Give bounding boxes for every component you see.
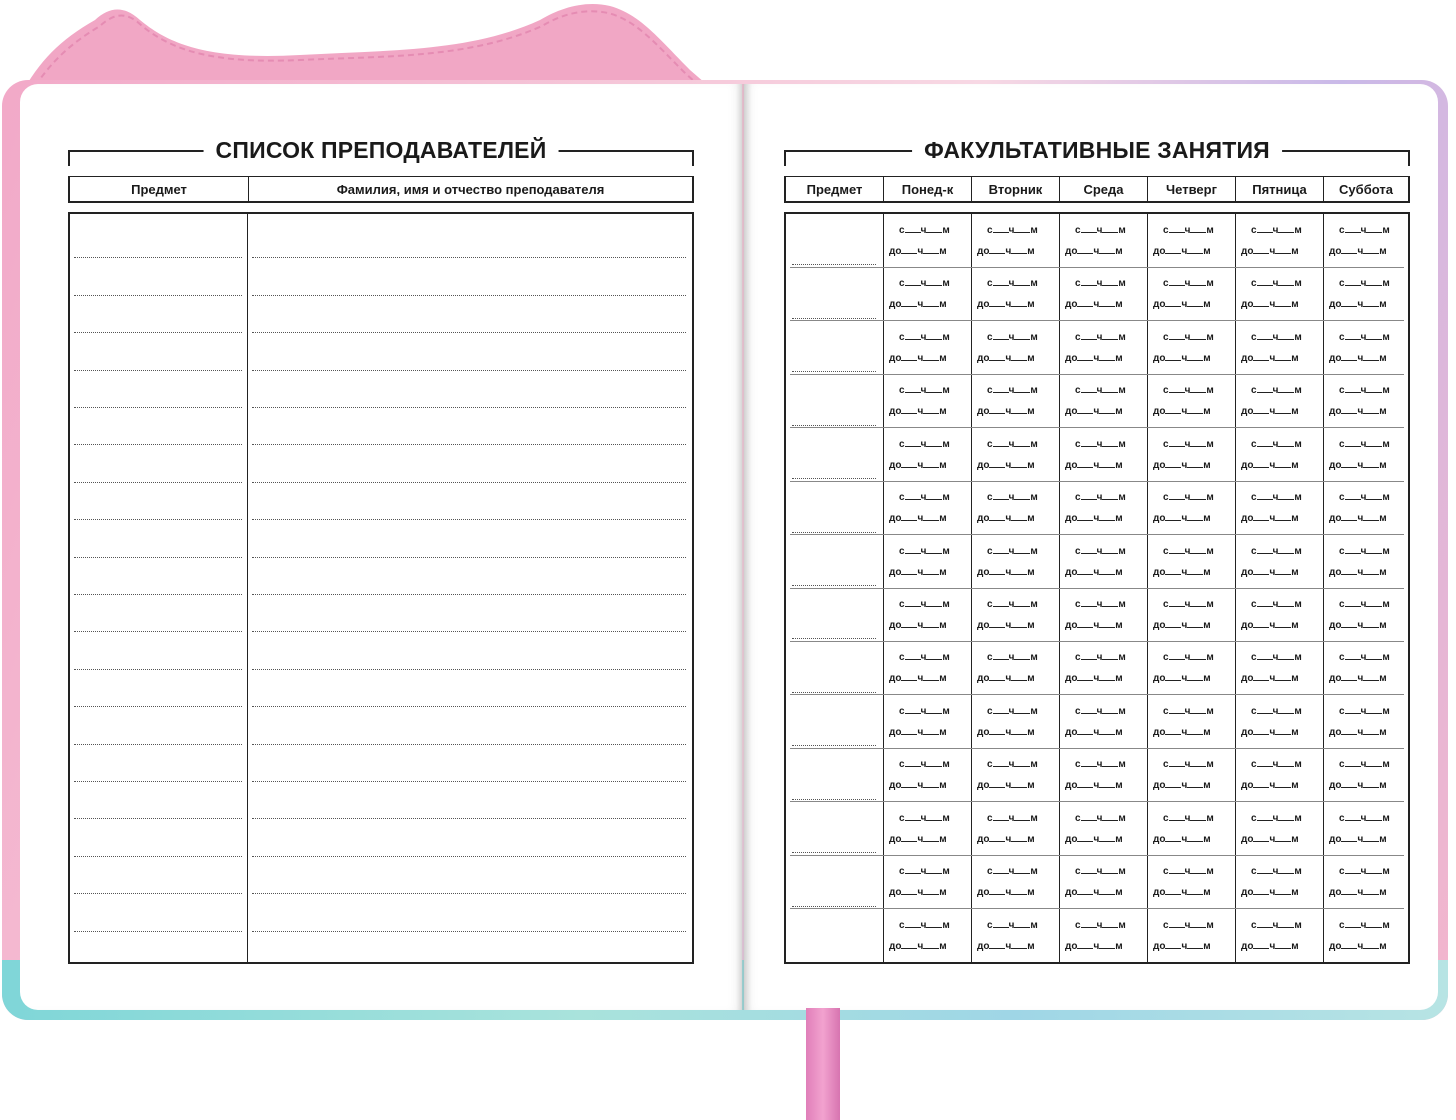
subject-line[interactable]	[74, 444, 242, 445]
subject-line[interactable]	[74, 482, 242, 483]
teacher-line[interactable]	[252, 370, 686, 371]
teacher-line[interactable]	[252, 669, 686, 670]
electives-title-frame	[784, 136, 1410, 166]
subject-line[interactable]	[74, 893, 242, 894]
subject-line[interactable]	[792, 799, 876, 800]
row-separator	[790, 427, 1404, 428]
subject-line[interactable]	[74, 370, 242, 371]
header-subject: Предмет	[806, 181, 863, 197]
teacher-line[interactable]	[252, 594, 686, 595]
subject-line[interactable]	[792, 371, 876, 372]
subject-line[interactable]	[74, 931, 242, 932]
teacher-line[interactable]	[252, 295, 686, 296]
row-separator	[790, 801, 1404, 802]
teacher-line[interactable]	[252, 257, 686, 258]
teacher-line[interactable]	[252, 893, 686, 894]
subject-line[interactable]	[792, 425, 876, 426]
teachers-header-row	[68, 176, 694, 203]
teachers-title-frame	[68, 136, 694, 166]
teacher-line[interactable]	[252, 407, 686, 408]
row-separator	[790, 267, 1404, 268]
subject-line[interactable]	[74, 257, 242, 258]
row-separator	[790, 694, 1404, 695]
subject-line[interactable]	[74, 557, 242, 558]
header-monday: Понед-к	[883, 177, 971, 201]
subject-line[interactable]	[74, 744, 242, 745]
subject-line[interactable]	[74, 519, 242, 520]
header-tuesday: Вторник	[971, 177, 1059, 201]
header-subject: Предмет	[131, 181, 187, 197]
row-separator	[790, 374, 1404, 375]
header-thursday: Четверг	[1147, 177, 1235, 201]
teacher-line[interactable]	[252, 931, 686, 932]
electives-header-row	[784, 176, 1410, 203]
header-friday: Пятница	[1235, 177, 1323, 201]
subject-line[interactable]	[74, 706, 242, 707]
row-separator	[790, 534, 1404, 535]
electives-table: с ч м до ч м с ч м до ч м с ч м до ч м с ч м до ч м с ч м до ч м с ч м до ч м с ч м до ч м с ч м до ч м с ч м до ч м с ч м до ч м с ч м до ч м с ч м до ч м с ч м до ч м с ч м до ч м с ч м до ч м с ч м до ч м с ч м до ч м с ч м до ч м с ч м до ч м с ч м до ч м с ч м до ч м с ч м до ч м с ч м до ч м с ч м до ч м с ч м до ч м с ч м до ч м с ч м до ч м с ч м до ч м с ч м до ч м с ч м до ч м с ч м до ч м с ч м до ч м с ч м до ч м с ч м до ч м с ч м до ч м с ч м до ч м с ч м до ч м с ч м до ч м с ч м до ч м с ч м до ч м с ч м до ч м с ч м до ч м с ч м до ч м с ч м до ч м с ч м до ч м с ч м до ч м с ч м до ч м с ч м до ч м с ч м до ч м с ч м до ч м с ч м до ч м с ч м до ч м с ч м до ч м с ч м до ч м с ч м до ч м с ч м до ч м с ч м до ч м с ч м до ч м с ч м до ч м с ч м до ч м с ч м до ч м с ч м до ч м с ч м до ч м с ч м до ч м с ч м до ч м с ч м до ч м с ч м до ч м с ч м до ч м с ч м до ч м с ч м до ч м с ч м до ч м с ч м до ч м с ч м до ч м с ч м до ч м с ч м до ч м с ч м до ч м с ч м до ч м с ч м до ч м с ч м до ч м с ч м до ч м с ч м до ч м с ч м до ч м с ч м до ч м с ч м до ч м	[784, 212, 1410, 964]
bookmark-ribbon[interactable]	[806, 1008, 840, 1120]
subject-line[interactable]	[74, 856, 242, 857]
row-separator	[790, 748, 1404, 749]
subject-line[interactable]	[74, 781, 242, 782]
subject-line[interactable]	[792, 264, 876, 265]
teacher-line[interactable]	[252, 631, 686, 632]
header-saturday: Суббота	[1323, 177, 1408, 201]
subject-line[interactable]	[74, 818, 242, 819]
subject-line[interactable]	[792, 745, 876, 746]
teachers-title: СПИСОК ПРЕПОДАВАТЕЛЕЙ	[204, 136, 559, 164]
subject-line[interactable]	[74, 631, 242, 632]
teachers-table	[68, 212, 694, 964]
subject-line[interactable]	[792, 318, 876, 319]
subject-line[interactable]	[792, 906, 876, 907]
row-separator	[790, 588, 1404, 589]
row-separator	[790, 855, 1404, 856]
teacher-line[interactable]	[252, 444, 686, 445]
teacher-line[interactable]	[252, 744, 686, 745]
teacher-line[interactable]	[252, 818, 686, 819]
subject-line[interactable]	[74, 295, 242, 296]
subject-line[interactable]	[74, 332, 242, 333]
teacher-line[interactable]	[252, 557, 686, 558]
subject-line[interactable]	[792, 852, 876, 853]
header-wednesday: Среда	[1059, 177, 1147, 201]
subject-line[interactable]	[792, 478, 876, 479]
subject-line[interactable]	[792, 638, 876, 639]
subject-line[interactable]	[74, 407, 242, 408]
subject-line[interactable]	[792, 532, 876, 533]
subject-line[interactable]	[74, 594, 242, 595]
subject-line[interactable]	[792, 692, 876, 693]
teacher-line[interactable]	[252, 706, 686, 707]
teacher-line[interactable]	[252, 332, 686, 333]
row-separator	[790, 481, 1404, 482]
teacher-line[interactable]	[252, 781, 686, 782]
row-separator	[790, 641, 1404, 642]
electives-title: ФАКУЛЬТАТИВНЫЕ ЗАНЯТИЯ	[912, 136, 1282, 164]
teacher-line[interactable]	[252, 519, 686, 520]
subject-line[interactable]	[792, 585, 876, 586]
row-separator	[790, 320, 1404, 321]
teacher-line[interactable]	[252, 856, 686, 857]
teacher-line[interactable]	[252, 482, 686, 483]
subject-line[interactable]	[74, 669, 242, 670]
row-separator	[790, 908, 1404, 909]
header-teacher-name: Фамилия, имя и отчество преподавателя	[248, 177, 692, 201]
spine	[736, 84, 752, 1010]
